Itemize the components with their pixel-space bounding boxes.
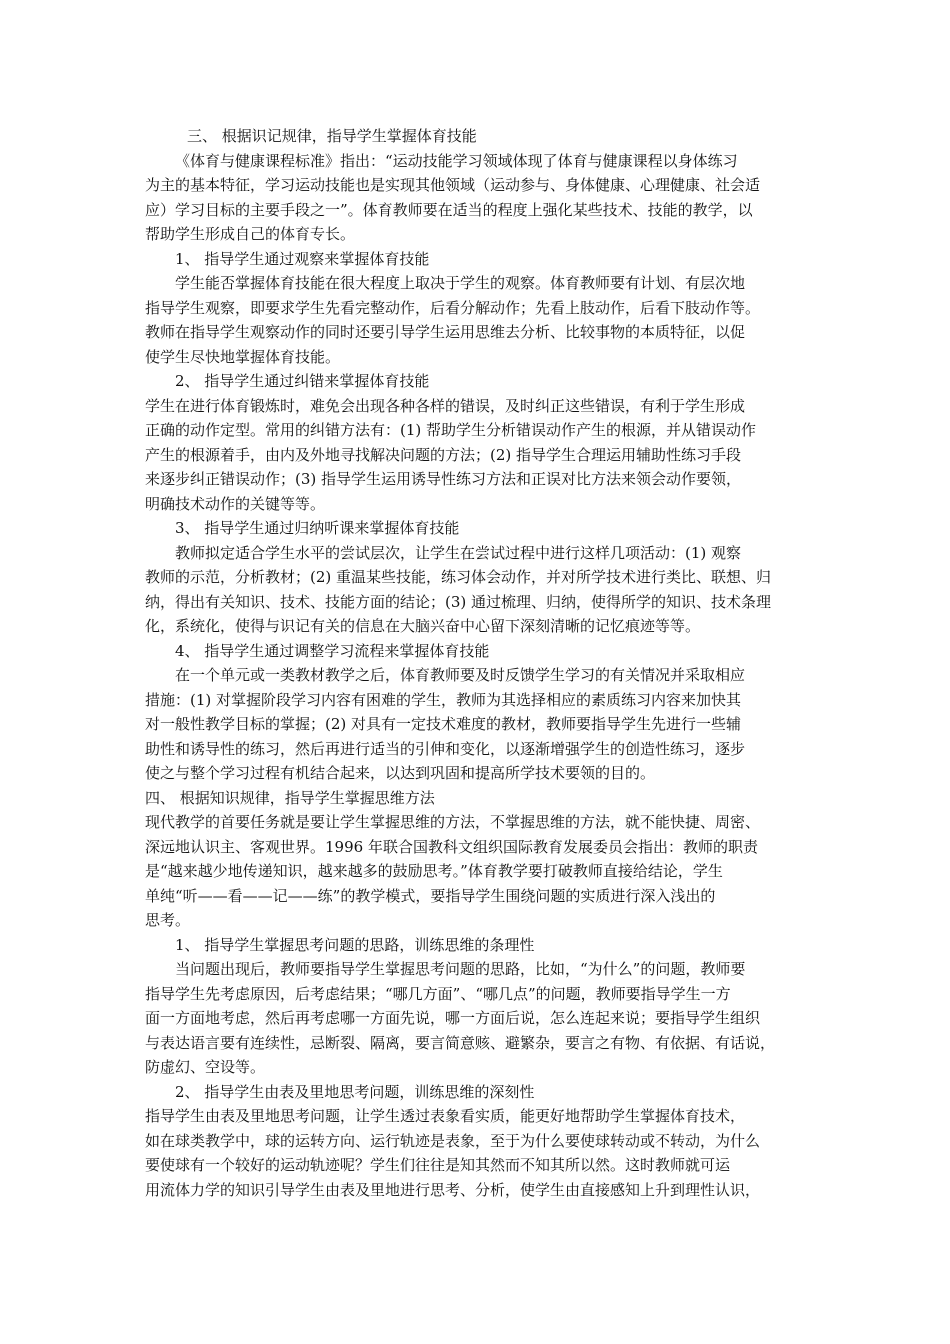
paragraph-line: 应）学习目标的主要手段之一”。体育教师要在适当的程度上强化某些技术、技能的教学，以 xyxy=(145,200,753,219)
section-heading: 1、 指导学生掌握思考问题的思路，训练思维的条理性 xyxy=(175,935,535,954)
section-heading: 4、 指导学生通过调整学习流程来掌握体育技能 xyxy=(175,641,490,660)
paragraph-line: 教师在指导学生观察动作的同时还要引导学生运用思维去分析、比较事物的本质特征，以促 xyxy=(145,323,746,341)
paragraph-line: 产生的根源着手，由内及外地寻找解决问题的方法；(2) 指导学生合理运用辅助性练习手段 xyxy=(145,445,742,464)
paragraph-line: 指导学生由表及里地思考问题，让学生透过表象看实质，能更好地帮助学生掌握体育技术， xyxy=(145,1107,746,1125)
paragraph-line: 深远地认识主、客观世界。1996 年联合国教科文组织国际教育发展委员会指出：教师的职责 xyxy=(145,837,758,856)
section-heading: 三、 根据识记规律，指导学生掌握体育技能 xyxy=(187,127,477,145)
paragraph-line: 为主的基本特征，学习运动技能也是实现其他领域（运动参与、身体健康、心理健康、社会适 xyxy=(145,176,761,194)
paragraph-line: 学生能否掌握体育技能在很大程度上取决于学生的观察。体育教师要有计划、有层次地 xyxy=(175,274,746,292)
paragraph-line: 指导学生先考虑原因，后考虑结果；“哪几方面”、“哪几点”的问题，教师要指导学生一方 xyxy=(145,984,731,1003)
paragraph-line: 化，系统化，使得与识记有关的信息在大脑兴奋中心留下深刻清晰的记忆痕迹等等。 xyxy=(145,617,701,635)
paragraph-line: 指导学生观察，即要求学生先看完整动作，后看分解动作；先看上肢动作，后看下肢动作等。 xyxy=(145,298,761,317)
paragraph-line: 单纯“听——看——记——练”的教学模式，要指导学生围绕问题的实质进行深入浅出的 xyxy=(145,886,716,905)
paragraph-line: 正确的动作定型。常用的纠错方法有：(1) 帮助学生分析错误动作产生的根源，并从错误动作 xyxy=(145,421,757,439)
paragraph-line: 帮助学生形成自己的体育专长。 xyxy=(145,225,356,243)
section-heading: 四、 根据知识规律，指导学生掌握思维方法 xyxy=(145,788,435,807)
paragraph-line: 使之与整个学习过程有机结合起来，以达到巩固和提高所学技术要领的目的。 xyxy=(145,764,656,782)
paragraph-line: 教师拟定适合学生水平的尝试层次，让学生在尝试过程中进行这样几项活动：(1) 观察 xyxy=(175,543,742,562)
paragraph-line: 要使球有一个较好的运动轨迹呢？学生们往往是知其然而不知其所以然。这时教师就可运 xyxy=(145,1156,731,1174)
section-heading: 3、 指导学生通过归纳听课来掌握体育技能 xyxy=(175,519,460,537)
paragraph-line: 当问题出现后，教师要指导学生掌握思考问题的思路，比如，“为什么”的问题，教师要 xyxy=(175,960,746,978)
section-heading: 2、 指导学生通过纠错来掌握体育技能 xyxy=(175,372,430,390)
paragraph-line: 对一般性教学目标的掌握；(2) 对具有一定技术难度的教材，教师要指导学生先进行一些辅 xyxy=(145,715,742,733)
paragraph-line: 与表达语言要有连续性，忌断裂、隔离，要言简意赅、避繁杂，要言之有物、有依据、有话说， xyxy=(145,1033,776,1052)
paragraph-line: 教师的示范，分析教材；(2) 重温某些技能，练习体会动作，并对所学技术进行类比、联想、归 xyxy=(145,568,772,586)
paragraph-line: 面一方面地考虑，然后再考虑哪一方面先说，哪一方面后说，怎么连起来说；要指导学生组织 xyxy=(145,1009,761,1027)
section-heading: 1、 指导学生通过观察来掌握体育技能 xyxy=(175,249,430,268)
paragraph-line: 是“越来越少地传递知识，越来越多的鼓励思考。”体育教学要打破教师直接给结论，学生 xyxy=(145,862,723,880)
paragraph-line: 使学生尽快地掌握体育技能。 xyxy=(145,347,341,366)
paragraph-line: 来逐步纠正错误动作；(3) 指导学生运用诱导性练习方法和正误对比方法来领会动作要领， xyxy=(145,470,742,488)
paragraph-line: 助性和诱导性的练习，然后再进行适当的引伸和变化，以逐渐增强学生的创造性练习，逐步 xyxy=(145,739,746,758)
paragraph-line: 明确技术动作的关键等等。 xyxy=(145,494,326,513)
paragraph-line: 用流体力学的知识引导学生由表及里地进行思考、分析，使学生由直接感知上升到理性认识， xyxy=(145,1180,761,1199)
paragraph-line: 《体育与健康课程标准》指出：“运动技能学习领域体现了体育与健康课程以身体练习 xyxy=(175,151,738,170)
document-page xyxy=(145,124,813,1202)
paragraph-line: 现代教学的首要任务就是要让学生掌握思维的方法，不掌握思维的方法，就不能快捷、周密、 xyxy=(145,813,761,831)
section-heading: 2、 指导学生由表及里地思考问题，训练思维的深刻性 xyxy=(175,1082,535,1101)
paragraph-line: 思考。 xyxy=(145,911,191,929)
paragraph-line: 在一个单元或一类教材教学之后，体育教师要及时反馈学生学习的有关情况并采取相应 xyxy=(175,666,746,684)
paragraph-line: 如在球类教学中，球的运转方向、运行轨迹是表象，至于为什么要使球转动或不转动，为什么 xyxy=(145,1131,761,1150)
paragraph-line: 措施：(1) 对掌握阶段学习内容有困难的学生，教师为其选择相应的素质练习内容来加快其 xyxy=(145,690,742,709)
paragraph-line: 防虚幻、空设等。 xyxy=(145,1058,266,1076)
paragraph-line: 纳，得出有关知识、技术、技能方面的结论；(3) 通过梳理、归纳，使得所学的知识、技术条理 xyxy=(145,592,772,611)
paragraph-line: 学生在进行体育锻炼时，难免会出现各种各样的错误，及时纠正这些错误，有利于学生形成 xyxy=(145,396,746,415)
